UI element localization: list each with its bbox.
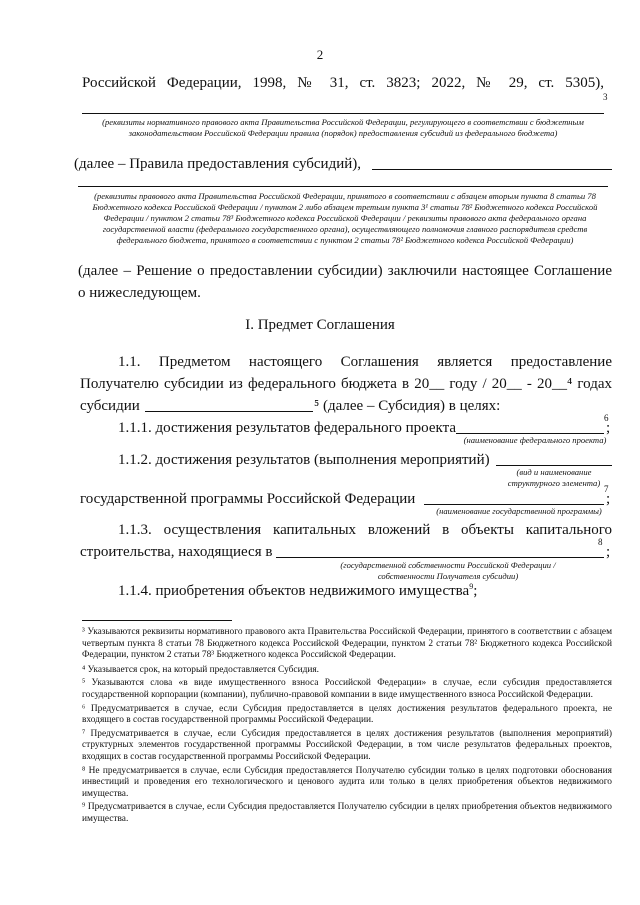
decision-text-line-2: о нижеследующем.: [78, 285, 201, 301]
rules-text-line: (далее – Правила предоставления субсидий),: [74, 156, 361, 172]
footnote-6: ⁶ Предусматривается в случае, если Субсидия предоставляется в целях достижения результатов федерального проекта, не входящего в состав государственной программы Российской Федерации.: [82, 703, 612, 726]
blank-line-regulation: [82, 113, 604, 114]
footnote-ref-7: 7: [604, 484, 609, 494]
note-structural-element: (вид и наименование структурного элемента): [507, 467, 601, 488]
note-regulation-details: (реквизиты нормативного правового акта Правительства Российской Федерации, регулирующего в соответствии с бюджетным законодательством Российской Федерации правила (порядок) предоставления субсидий из федерального бюджета): [102, 117, 584, 138]
note-legal-act-details: (реквизиты правового акта Правительства Российской Федерации, принятого в соответствии с абзацем вторым пункта 8 статьи 78 Бюджетного кодекса Российской Федерации / пунктом 2 либо абзацем третьим пункта 3¹ статьи 78² Бюджетного кодекса Российской Федерации / пунктом 2 статьи 78³ Бюджетного кодекса Российской Федерации / реквизиты правового акта федерального органа государственной власти (федерального государственного органа), осуществляющего полномочия главного распорядителя средств федерального бюджета, принятого в соответствии с пунктом 2 статьи 78² Бюджетного кодекса Российской Федерации): [92, 191, 598, 245]
clause-1-1-line-3-end: ⁵ (далее – Субсидия) в целях:: [314, 398, 501, 414]
clause-1-1-2: 1.1.2. достижения результатов (выполнения мероприятий): [118, 452, 490, 468]
semicolon: ;: [606, 420, 611, 436]
blank-line-structural-element: [496, 465, 612, 466]
footnote-3: ³ Указываются реквизиты нормативного правового акта Правительства Российской Федерации, принятого в соответствии с абзацем четвертым пункта 8 статьи 78 Бюджетного кодекса Российской Федерации, пунктом 2 статьи 78² Бюджетного кодекса Российской Федерации, пунктом 2 статьи 78³ Бюджетного кодекса Российской Федерации.: [82, 627, 612, 661]
clause-1-1-3-line-2: строительства, находящиеся в: [80, 544, 273, 560]
footnote-ref-6: 6: [604, 413, 609, 423]
clause-1-1-1: 1.1.1. достижения результатов федерального проекта: [118, 420, 457, 436]
text-line-1: Российской Федерации, 1998, № 31, ст. 3823; 2022, № 29, ст. 5305),: [82, 75, 604, 91]
clause-1-1-line-3-start: субсидии: [80, 398, 140, 414]
clause-1-1-4: 1.1.4. приобретения объектов недвижимого имущества$^9$;: [118, 582, 478, 599]
footnote-7: ⁷ Предусматривается в случае, если Субсидия предоставляется в целях достижения результатов (выполнения мероприятий) структурных элементов государственной программы Российской Федерации, в том числе результатов федеральных проектов, входящих в состав государственной программы Российской Федерации.: [82, 728, 612, 762]
note-federal-project: (наименование федерального проекта): [463, 435, 607, 445]
clause-1-1-3-line-1: 1.1.3. осуществления капитальных вложений в объекты капитального: [118, 522, 612, 538]
footnote-separator: [82, 620, 232, 621]
clause-1-1-4-text: 1.1.4. приобретения объектов недвижимого имущества: [118, 583, 470, 599]
blank-line-state-program: [424, 504, 604, 505]
clause-1-1-line-2: Получателю субсидии из федерального бюджета в 20__ году / 20__ - 20__⁴ годах: [80, 376, 612, 392]
footnote-ref-8: 8: [598, 537, 603, 547]
section-title: I. Предмет Соглашения: [245, 317, 395, 333]
note-state-program: (наименование государственной программы): [436, 506, 602, 516]
footnote-ref-3: 3: [603, 92, 608, 102]
clause-1-1-2-continued: государственной программы Российской Федерации: [80, 491, 416, 507]
blank-line-rules: [372, 169, 612, 170]
footnote-9: ⁹ Предусматривается в случае, если Субсидия предоставляется Получателю субсидии в целях приобретения объектов недвижимого имущества.: [82, 802, 612, 824]
footnote-8: ⁸ Не предусматривается в случае, если Субсидия предоставляется Получателю субсидии только в целях подготовки обоснования инвестиций и проведения его технологического и ценового аудита или только в целях приобретения объектов недвижимого имущества.: [82, 765, 612, 799]
blank-line-federal-project: [456, 433, 604, 434]
blank-line-subsidy: [145, 411, 313, 412]
clause-1-1-line-1: 1.1. Предметом настоящего Соглашения является предоставление: [118, 354, 612, 370]
decision-text-line-1: (далее – Решение о предоставлении субсидии) заключили настоящее Соглашение: [78, 263, 612, 279]
blank-line-ownership: [276, 557, 604, 558]
footnotes: [82, 627, 612, 826]
blank-line-legal-act: [78, 186, 608, 187]
page-number: 2: [316, 47, 324, 62]
footnote-4: ⁴ Указывается срок, на который предоставляется Субсидия.: [82, 664, 320, 675]
footnote-ref-9: 9: [469, 582, 474, 591]
semicolon: ;: [606, 491, 611, 507]
semicolon: ;: [606, 544, 611, 560]
footnote-5: ⁵ Указываются слова «в виде имущественного взноса Российской Федерации» в случае, если субсидия предоставляется государственной корпорации (компании), публично-правовой компании в виде имущественного взноса Российской Федерации.: [82, 678, 612, 700]
note-ownership: (государственной собственности Российской Федерации / собственности Получателя субсидии): [340, 560, 556, 581]
